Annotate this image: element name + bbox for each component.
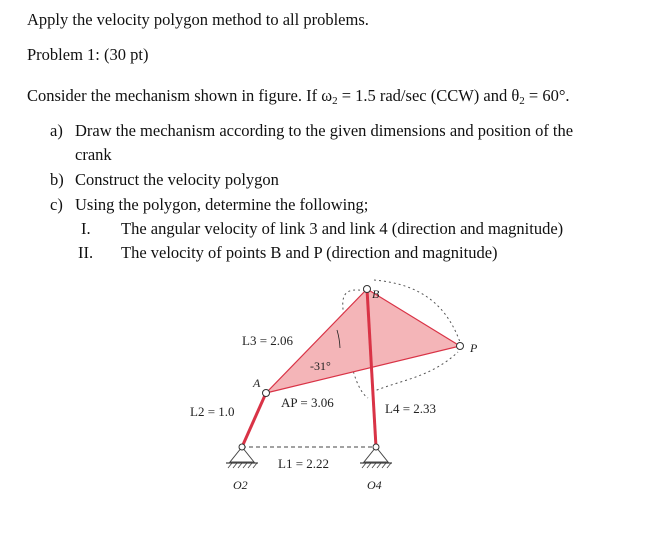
statement-lead: Consider the mechanism shown in figure. If ω bbox=[27, 86, 333, 105]
task-c-marker: c) bbox=[50, 195, 63, 214]
crank-link bbox=[242, 393, 266, 447]
label-angle: -31° bbox=[310, 359, 331, 373]
omega-subscript: 2 bbox=[332, 95, 338, 107]
label-AP: AP = 3.06 bbox=[281, 395, 334, 410]
task-c-sub2-text: The velocity of points B and P (direction and magnitude) bbox=[121, 243, 498, 262]
label-L4: L4 = 2.33 bbox=[385, 401, 437, 416]
statement-tail: = 60°. bbox=[524, 86, 570, 105]
label-L1: L1 = 2.22 bbox=[278, 456, 330, 471]
task-a-text-cont: crank bbox=[75, 145, 112, 164]
pin-B bbox=[364, 286, 371, 293]
instruction-text: Apply the velocity polygon method to all problems. bbox=[27, 10, 369, 29]
label-A: A bbox=[253, 376, 261, 390]
label-P: P bbox=[470, 341, 478, 355]
task-c-text: Using the polygon, determine the following; bbox=[75, 195, 369, 214]
pin-P bbox=[457, 343, 464, 350]
problem-title: Problem 1: (30 pt) bbox=[27, 45, 149, 64]
theta-subscript: 2 bbox=[519, 95, 525, 107]
coupler-link bbox=[266, 289, 460, 393]
pin-A bbox=[263, 390, 270, 397]
ground-support-O2 bbox=[226, 444, 258, 468]
ground-support-O4 bbox=[360, 444, 392, 468]
task-a-text: Draw the mechanism according to the given dimensions and position of the bbox=[75, 121, 574, 140]
task-a-marker: a) bbox=[50, 121, 63, 140]
task-c-sub1-text: The angular velocity of link 3 and link 4 (direction and magnitude) bbox=[121, 219, 564, 238]
label-O2: O2 bbox=[233, 478, 248, 492]
label-B: B bbox=[372, 287, 380, 301]
task-c-sub1-marker: I. bbox=[81, 219, 91, 238]
task-b-text: Construct the velocity polygon bbox=[75, 170, 279, 189]
statement-mid: = 1.5 rad/sec (CCW) and θ bbox=[337, 86, 520, 105]
task-c-sub2-marker: II. bbox=[78, 243, 94, 262]
label-L3: L3 = 2.06 bbox=[242, 333, 294, 348]
label-L2: L2 = 1.0 bbox=[190, 404, 235, 419]
task-b-marker: b) bbox=[50, 170, 64, 189]
label-O4: O4 bbox=[367, 478, 382, 492]
